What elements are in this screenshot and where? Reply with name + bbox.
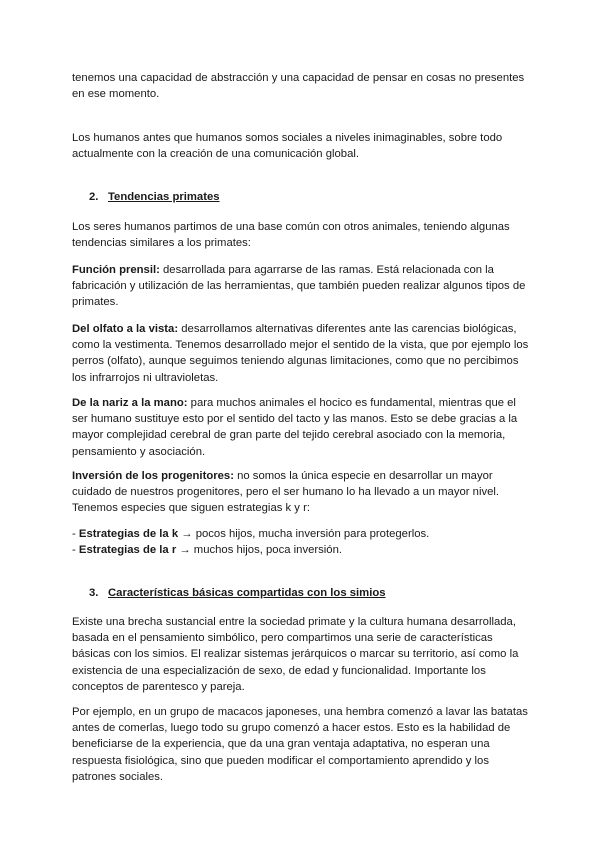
term-strategy-r: Estrategias de la r bbox=[78, 544, 177, 556]
term-strategy-k: Estrategias de la k bbox=[78, 528, 179, 540]
text-smell-to-sight: desarrollamos alternativas diferentes ante las carencias biológicas, como la vestimenta. Tenemos desarrollado mejor el sentido de la vista, que por ejemplo los perros (olfato), aunque seguimos teniendo algunas limitaciones, como que no percibimos los infrarrojos ni ultravioletas. bbox=[72, 323, 529, 384]
text-parental-investment: no somos la única especie en desarrollar un mayor cuidado de nuestros progenitores, pero el ser humano lo ha llevado a un mayor nivel. Tenemos especies que siguen estrategias k y r: bbox=[72, 470, 500, 515]
term-parental-investment: Inversión de los progenitores: bbox=[72, 470, 234, 482]
paragraph-social: Los humanos antes que humanos somos sociales a niveles inimaginables, sobre todo actualmente con la creación de una comunicación global. bbox=[72, 132, 503, 161]
paragraph-common-base: Los seres humanos partimos de una base común con otros animales, teniendo algunas tendencias similares a los primates: bbox=[72, 221, 510, 250]
section-heading-primate-tendencies bbox=[89, 189, 220, 205]
paragraph-smell-to-sight bbox=[72, 321, 532, 386]
section-number: 2. bbox=[89, 191, 99, 203]
term-prehensile: Función prensil: bbox=[72, 264, 160, 276]
section-title: Características básicas compartidas con los simios bbox=[108, 587, 386, 599]
section-heading-shared-characteristics bbox=[89, 585, 386, 601]
text-nose-to-hand: para muchos animales el hocico es fundamental, mientras que el ser humano sustituye esto por el sentido del tacto y las manos. Esto se debe gracias a la mayor complejidad cerebral de gran parte del tejido cerebral asociado con la memoria, pensamiento y asociación. bbox=[72, 397, 518, 458]
strategy-list-item: - Estrategias de la r → muchos hijos, poca inversión. bbox=[72, 544, 342, 556]
text-strategy-r: → muchos hijos, poca inversión. bbox=[176, 544, 342, 556]
paragraph-primate-culture: Existe una brecha sustancial entre la sociedad primate y la cultura humana desarrollada, basada en el pensamiento simbólico, pero compartimos una serie de características básicas con los simios. El realizar sistemas jerárquicos o marcar su territorio, así como la existencia de una especialización de sexo, de edad y funcionalidad. Importante los conceptos de parentesco y pareja. bbox=[72, 616, 519, 693]
term-smell-to-sight: Del olfato a la vista: bbox=[72, 323, 179, 335]
section-title: Tendencias primates bbox=[108, 191, 220, 203]
text-strategy-k: → pocos hijos, mucha inversión para protegerlos. bbox=[178, 528, 430, 540]
paragraph-parental-investment bbox=[72, 468, 532, 517]
text-prehensile: desarrollada para agarrarse de las ramas. Está relacionada con la fabricación y utilización de las herramientas, que también pueden realizar algunos tipos de primates. bbox=[72, 264, 526, 309]
paragraph-macaques-example: Por ejemplo, en un grupo de macacos japoneses, una hembra comenzó a lavar las batatas antes de comerlas, luego todo su grupo comenzó a hacer estos. Esto es la habilidad de beneficiarse de la experiencia, que da una gran ventaja adaptativa, no esperan una respuesta fisiológica, sino que pueden modificar el comportamiento aprendido y los patrones sociales. bbox=[72, 706, 528, 783]
section-number: 3. bbox=[89, 587, 99, 599]
paragraph-abstraction: tenemos una capacidad de abstracción y una capacidad de pensar en cosas no presentes en ese momento. bbox=[72, 72, 525, 101]
term-nose-to-hand: De la nariz a la mano: bbox=[72, 397, 188, 409]
paragraph-prehensile bbox=[72, 262, 532, 311]
strategy-list-item: - Estrategias de la k → pocos hijos, mucha inversión para protegerlos. bbox=[72, 528, 430, 540]
paragraph-nose-to-hand bbox=[72, 395, 532, 460]
